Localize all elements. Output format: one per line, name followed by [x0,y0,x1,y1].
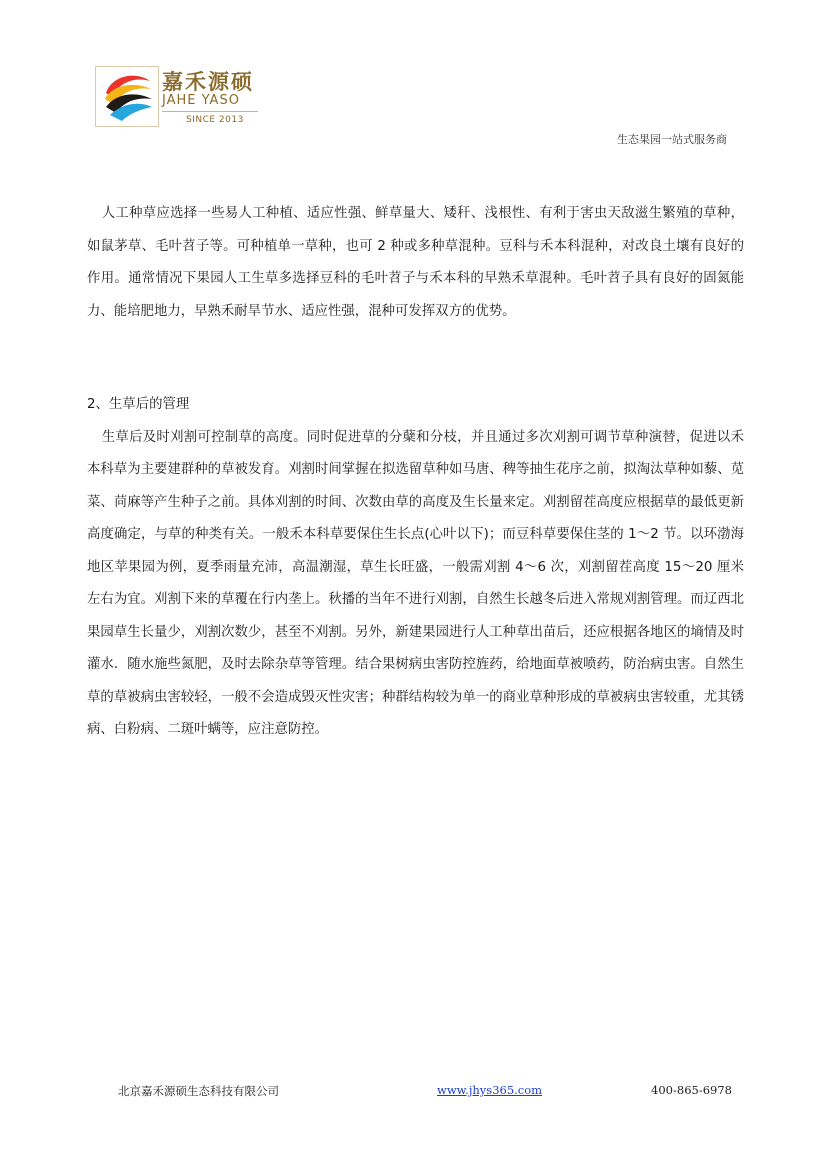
footer-company: 北京嘉禾源硕生态科技有限公司 [118,1084,279,1098]
brand-divider [162,111,258,112]
logo-swirl-icon [96,67,158,126]
header-tagline: 生态果园一站式服务商 [617,133,727,146]
document-body [87,198,744,747]
paragraph-artificial-grass: 人工种草应选择一些易人工种植、适应性强、鲜草量大、矮秆、浅根性、有利于害虫天敌滋生繁殖的草种，如鼠茅草、毛叶苕子等。可种植单一草种，也可 2 种或多种草混种。豆科与禾本科混种，对改良土壤有良好的作用。通常情况下果园人工生草多选择豆科的毛叶苕子与禾本科的早熟禾草混种。毛叶苕子具有良好的固氮能力、能培肥地力，早熟禾耐旱节水、适应性强，混种可发挥双方的优势。 [87,206,744,319]
section-heading: 2、生草后的管理 [87,397,190,412]
page-footer [0,1083,827,1101]
footer-website-link[interactable]: www.jhys365.com [437,1083,543,1097]
brand-name-cn: 嘉禾源硕 [162,70,254,94]
brand-name-en: JAHE YASO [162,93,240,108]
footer-phone: 400-865-6978 [651,1083,732,1097]
brand-wordmark [162,66,262,128]
brand-since: SINCE 2013 [186,115,244,125]
paragraph-grass-management: 生草后及时刈割可控制草的高度。同时促进草的分蘖和分枝，并且通过多次刈割可调节草种演替，促进以禾本科草为主要建群种的草被发育。刈割时间掌握在拟选留草种如马唐、稗等抽生花序之前，拟淘汰草种如藜、苋菜、苘麻等产生种子之前。具体刈割的时间、次数由草的高度及生长量来定。刈割留茬高度应根据草的最低更新高度确定，与草的种类有关。一般禾本科草要保住生长点(心叶以下)；而豆科草要保住茎的 1～2 节。以环渤海地区苹果园为例，夏季雨量充沛，高温潮湿，草生长旺盛，一般需刈割 4～6 次，刈割留茬高度 15～20 厘米左右为宜。刈割下来的草覆在行内垄上。秋播的当年不进行刈割，自然生长越冬后进入常规刈割管理。而辽西北果园草生长量少，刈割次数少，甚至不刈割。另外，新建果园进行人工种草出苗后，还应根据各地区的墒情及时灌水．随水施些氮肥，及时去除杂草等管理。结合果树病虫害防控旌药，给地面草被喷药，防治病虫害。自然生草的草被病虫害较轻，一般不会造成毁灭性灾害；种群结构较为单一的商业草种形成的草被病虫害较重，尤其锈病、白粉病、二斑叶螨等，应注意防控。 [87,429,744,737]
company-logo [95,66,159,127]
